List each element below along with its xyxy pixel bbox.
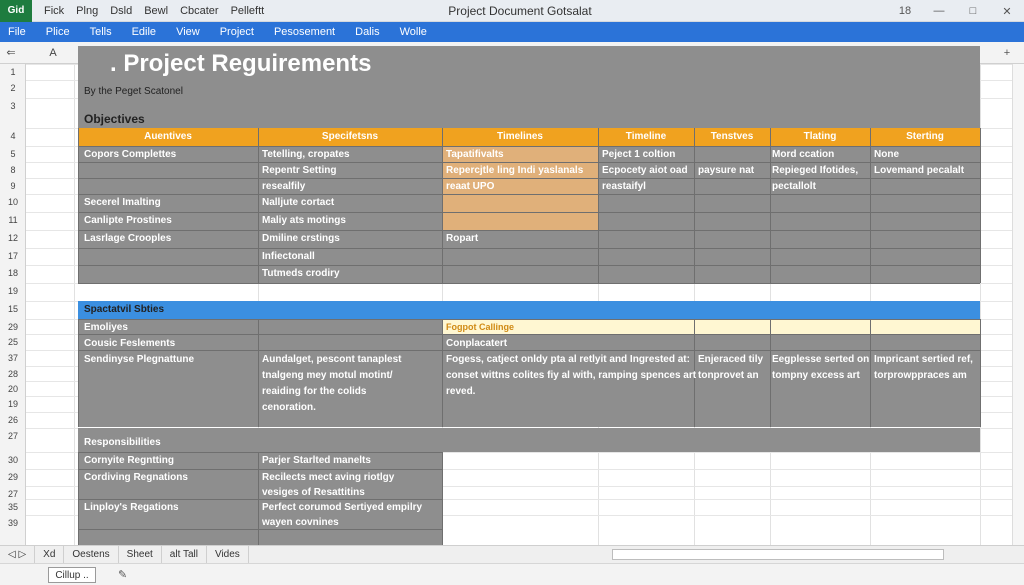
section-header-label: Spactatvil Sbties — [84, 304, 165, 315]
cell-border — [78, 162, 980, 163]
table-cell: paysure nat — [698, 165, 755, 176]
row-number[interactable]: 37 — [7, 353, 18, 363]
objectives-label: Objectives — [84, 112, 145, 126]
title-bar — [0, 0, 1024, 22]
table-cell: Perfect corumod Sertiyed empilry — [262, 502, 423, 513]
table-cell: Lovemand pecalalt — [874, 165, 965, 176]
table-cell: tompny excess art — [772, 370, 860, 381]
table-cell: Dmiline crstings — [262, 233, 340, 244]
table-cell: Emoliyes — [84, 322, 128, 333]
cell-border — [78, 265, 980, 266]
cell-border — [694, 146, 695, 283]
cell-border — [78, 128, 79, 146]
tab-alt-tall[interactable]: alt Tall — [162, 546, 207, 564]
table-cell: wayen covnines — [262, 517, 339, 528]
table-cell: cenoration. — [262, 402, 316, 413]
table-cell: Fogpot Callinge — [446, 322, 514, 332]
table-cell: conset wittns colites fiy al with, ramping spences art — [446, 370, 697, 381]
table-header-cell: Tenstves — [710, 131, 754, 142]
table-cell: Sendinyse Plegnattune — [84, 354, 195, 365]
table-cell: Parjer Starlted manelts — [262, 455, 371, 466]
table-header-cell: Tlating — [803, 131, 837, 142]
cell-border — [78, 334, 980, 335]
menu-file[interactable]: File — [8, 26, 26, 38]
row-number[interactable]: 1 — [10, 67, 16, 77]
table-cell: Fogess, catject onldy pta al retlyit and Ingrested at: — [446, 354, 690, 365]
cell-border — [770, 319, 771, 427]
cell-border — [770, 128, 771, 146]
cell-border — [78, 194, 980, 195]
row-number[interactable]: 4 — [10, 131, 16, 141]
row-number[interactable]: 19 — [7, 286, 18, 296]
cell-border — [980, 319, 981, 427]
table-cell: pectallolt — [772, 181, 816, 192]
table-header-cell: Timeline — [625, 131, 667, 142]
row-number[interactable]: 10 — [7, 197, 18, 207]
table-cell: Conplacatert — [446, 338, 508, 349]
row-number[interactable]: 2 — [10, 83, 16, 93]
table-cell: Ecpocety aiot oad — [602, 165, 688, 176]
tab-nav-arrows[interactable]: ◁ ▷ — [0, 546, 35, 564]
cell-border — [442, 452, 443, 545]
row-number[interactable]: 11 — [8, 215, 18, 225]
row-number[interactable]: 9 — [10, 181, 16, 191]
tab-sheet[interactable]: Sheet — [119, 546, 162, 564]
row-number[interactable]: 35 — [7, 502, 18, 512]
gridline — [74, 64, 75, 545]
cell-border — [78, 499, 442, 500]
window-control-18[interactable]: 18 — [898, 5, 912, 17]
table-cell: Impricant sertied ref, — [874, 354, 973, 365]
table-cell: Linploy's Regations — [84, 502, 179, 513]
responsibilities-label: Responsibilities — [84, 437, 161, 448]
cell-border — [78, 469, 442, 470]
title-menu-item[interactable]: Bewl — [144, 4, 169, 17]
row-number[interactable]: 25 — [7, 337, 18, 347]
window-controls — [888, 0, 1024, 22]
table-cell: resealfily — [262, 181, 306, 192]
cell-border — [598, 128, 599, 146]
table-cell: reaat UPO — [446, 181, 495, 192]
cell-border — [78, 212, 980, 213]
menu-edile[interactable]: Edile — [131, 26, 157, 38]
table-cell: reved. — [446, 386, 476, 397]
row-number[interactable]: 17 — [7, 251, 18, 261]
minimize-icon[interactable]: — — [933, 5, 945, 17]
table-cell: Tutmeds crodiry — [262, 268, 340, 279]
row-number[interactable]: 18 — [7, 268, 18, 278]
cell-border — [694, 128, 695, 146]
cell-border — [78, 529, 442, 530]
table-cell: torprowppraces am — [874, 370, 967, 381]
row-number[interactable]: 12 — [7, 233, 18, 243]
table-cell: Canlipte Prostines — [84, 215, 172, 226]
title-menu-item[interactable]: Dsld — [110, 4, 133, 17]
table-cell: Enjeraced tily — [698, 354, 764, 365]
cell-border — [770, 146, 771, 283]
row-number[interactable]: 5 — [10, 149, 16, 159]
cell-border — [442, 319, 443, 427]
table-cell: Nalljute cortact — [262, 197, 335, 208]
menu-dalis[interactable]: Dalis — [355, 26, 380, 38]
back-arrow-icon[interactable]: ⇐ — [6, 47, 16, 59]
cell-border — [78, 283, 980, 284]
cell-border — [870, 128, 871, 146]
menu-tells[interactable]: Tells — [89, 26, 112, 38]
responsibilities-header — [78, 428, 980, 452]
table-cell: tnalgeng mey motul motint/ — [262, 370, 393, 381]
cell-border — [78, 146, 79, 283]
table-cell: Recilects mect aving riotlgy — [262, 472, 395, 483]
menu-project[interactable]: Project — [219, 26, 254, 38]
cell-border — [78, 319, 980, 320]
table-cell: Secerel Imalting — [84, 197, 161, 208]
close-icon[interactable]: ✕ — [1002, 5, 1012, 18]
menu-plice[interactable]: Plice — [45, 26, 70, 38]
table-cell: Eegplesse serted on — [772, 354, 870, 365]
table-header-cell: Sterting — [906, 131, 944, 142]
table-cell: Maliy ats motings — [262, 215, 346, 226]
table-cell: Repercjtle ling Indi yaslanals — [446, 165, 584, 176]
highlighted-row — [442, 319, 980, 334]
menu-view[interactable]: View — [176, 26, 200, 38]
row-number[interactable]: 20 — [7, 384, 18, 394]
row-number[interactable]: 15 — [7, 304, 18, 314]
table-cell: vesiges of Resattitins — [262, 487, 365, 498]
cell-border — [78, 146, 980, 147]
table-cell: Tapatifivalts — [446, 149, 504, 160]
add-icon[interactable]: + — [1003, 46, 1011, 59]
table-cell: Infiectonall — [262, 251, 315, 262]
tab-vides[interactable]: Vides — [207, 546, 249, 564]
status-bar — [0, 563, 1024, 585]
horizontal-scrollbar[interactable] — [612, 549, 944, 560]
row-number[interactable]: 3 — [10, 101, 16, 111]
table-cell: None — [874, 149, 899, 160]
cell-border — [598, 146, 599, 283]
table-cell: Cornyite Regntting — [84, 455, 174, 466]
section-header-row — [78, 301, 980, 319]
row-number[interactable]: 27 — [7, 431, 18, 441]
table-cell: Cordiving Regnations — [84, 472, 188, 483]
table-cell: Repieged Ifotides, — [772, 165, 859, 176]
row-number[interactable]: 29 — [7, 472, 18, 482]
row-number[interactable]: 27 — [7, 489, 18, 499]
table-cell: tonprovet an — [698, 370, 759, 381]
table-cell: reaiding for the colids — [262, 386, 367, 397]
cell-border — [258, 128, 259, 146]
menu-bar — [0, 22, 1024, 42]
vertical-scrollbar[interactable] — [1012, 64, 1024, 545]
window-title: Project Document Gotsalat — [448, 3, 592, 18]
cell-border — [870, 319, 871, 427]
table-cell: Repentr Setting — [262, 165, 337, 176]
page-title: . Project Reguirements — [110, 50, 372, 77]
column-header-a[interactable]: A — [49, 46, 57, 59]
table-cell: Mord ccation — [772, 149, 835, 160]
cell-border — [258, 146, 259, 283]
row-number[interactable]: 39 — [7, 518, 18, 528]
tab-oestens[interactable]: Oestens — [64, 546, 118, 564]
pen-icon[interactable]: ✎ — [118, 569, 128, 581]
title-menu-item[interactable]: Cbcater — [180, 4, 219, 17]
table-cell: Tetelling, cropates — [262, 149, 350, 160]
cell-border — [78, 230, 980, 231]
table-cell: Copors Complettes — [84, 149, 177, 160]
table-cell: Lasrlage Crooples — [84, 233, 172, 244]
title-menu-item[interactable]: Plng — [76, 4, 99, 17]
menu-pesosement[interactable]: Pesosement — [273, 26, 336, 38]
row-number[interactable]: 26 — [7, 415, 18, 425]
row-number[interactable]: 29 — [7, 322, 18, 332]
page-subtitle: By the Peget Scatonel — [84, 86, 183, 97]
cell-border — [78, 452, 442, 453]
cell-border — [78, 248, 980, 249]
title-menus — [44, 5, 264, 17]
cell-border — [78, 350, 980, 351]
row-number[interactable]: 19 — [7, 399, 18, 409]
title-menu-item[interactable]: Pelleftt — [230, 4, 265, 17]
table-header-cell: Timelines — [497, 131, 543, 142]
row-number[interactable]: 28 — [7, 369, 18, 379]
table-cell: Ropart — [446, 233, 479, 244]
tab-xd[interactable]: Xd — [35, 546, 64, 564]
title-menu-item[interactable]: Fick — [44, 4, 65, 17]
table-cell: Cousic Feslements — [84, 338, 176, 349]
cell-border — [78, 178, 980, 179]
cell-border — [870, 146, 871, 283]
row-numbers — [0, 64, 26, 545]
maximize-icon[interactable]: □ — [969, 5, 977, 17]
app-icon[interactable]: Gid — [0, 0, 32, 22]
cell-border — [980, 146, 981, 283]
menu-wolle[interactable]: Wolle — [399, 26, 427, 38]
table-cell: Peject 1 coltion — [602, 149, 676, 160]
table-header-cell: Specifetsns — [321, 131, 379, 142]
status-box[interactable]: Cillup .. — [48, 567, 96, 583]
cell-border — [78, 319, 79, 427]
cell-border — [442, 146, 443, 283]
table-cell: reastaifyl — [602, 181, 646, 192]
row-number[interactable]: 30 — [7, 455, 18, 465]
sheet-tabs-bar — [0, 545, 1024, 563]
cell-border — [980, 128, 981, 146]
cell-border — [258, 319, 259, 427]
table-cell: Aundalget, pescont tanaplest — [262, 354, 402, 365]
row-number[interactable]: 8 — [10, 165, 16, 175]
table-header-cell: Auentives — [144, 131, 192, 142]
cell-border — [442, 128, 443, 146]
